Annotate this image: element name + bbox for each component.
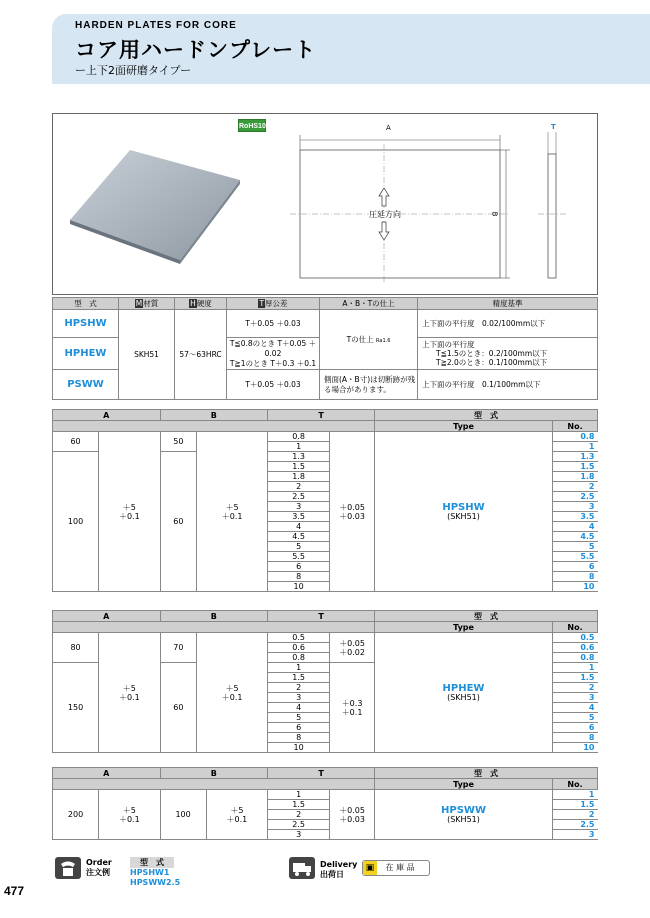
stock-text: 在 庫 品 <box>385 863 415 872</box>
t2-type-cell: HPHEW (SKH51) <box>375 633 553 753</box>
t2-header-type: Type <box>375 622 553 633</box>
t3-a-tol: ＋5 ＋0.1 <box>99 790 160 840</box>
spec-material: SKH51 <box>119 310 175 400</box>
spec-type-hpshw: HPSHW <box>53 310 119 338</box>
plate-photo <box>60 135 250 265</box>
t1-t-value: 1.3 <box>268 452 330 462</box>
t3-b-tol: ＋5 ＋0.1 <box>206 790 267 840</box>
dim-a: A <box>386 124 391 132</box>
delivery-jp: 出荷日 <box>320 870 344 879</box>
t2-header-t: T <box>268 611 375 622</box>
t2-header-no: No. <box>553 622 598 633</box>
spec-header-tolerance <box>227 298 320 310</box>
t3-t-value: 3 <box>268 830 330 840</box>
t1-b-value: 60 <box>160 452 197 592</box>
t1-no-value: 4 <box>553 522 598 532</box>
t2-t-value: 1.5 <box>268 673 330 683</box>
t1-header-no: No. <box>553 421 598 432</box>
phone-order-icon <box>54 856 82 880</box>
t2-header-b: B <box>160 611 268 622</box>
prec-2b: T≦1.5のとき：0.2/100mm以下 <box>436 349 548 358</box>
t1-t-value: 6 <box>268 562 330 572</box>
t1-no-value: 6 <box>553 562 598 572</box>
table-row <box>53 633 598 643</box>
t2-t-value: 5 <box>268 713 330 723</box>
rohs-badge: RoHS10 <box>238 119 266 132</box>
t1-header-a: A <box>53 410 161 421</box>
spec-header-finish: A・B・Tの仕上 <box>320 298 418 310</box>
delivery-label <box>320 860 357 880</box>
t1-no-value: 3 <box>553 502 598 512</box>
spec-finish <box>320 310 418 370</box>
t2-t-value: 6 <box>268 723 330 733</box>
spec-type-psww: PSWW <box>53 370 119 400</box>
t1-no-value: 1.3 <box>553 452 598 462</box>
t2-t-value: 0.6 <box>268 643 330 653</box>
t1-header-keishiki: 型 式 <box>375 410 598 421</box>
order-jp: 注文例 <box>86 868 110 877</box>
t2-no-value: 1 <box>553 663 598 673</box>
rolling-direction: 圧延方向 <box>369 210 401 219</box>
t1-no-value: 10 <box>553 582 598 592</box>
t3-header-type: Type <box>375 779 553 790</box>
order-ex-2: HPSWW2.5 <box>130 878 181 887</box>
t3-header-a: A <box>53 768 161 779</box>
stock-badge <box>362 860 430 876</box>
t1-t-value: 1.5 <box>268 462 330 472</box>
hardness-label: 硬度 <box>196 299 212 308</box>
t3-type-cell: HPSWW (SKH51) <box>375 790 553 840</box>
material-label: 材質 <box>143 299 159 308</box>
t1-b-value: 50 <box>160 432 197 452</box>
t3-no-value: 1.5 <box>553 800 598 810</box>
t1-no-value: 0.8 <box>553 432 598 442</box>
t2-no-value: 0.5 <box>553 633 598 643</box>
t2-header-a: A <box>53 611 161 622</box>
spec-header-hardness <box>175 298 227 310</box>
t2-a-value: 150 <box>53 663 99 753</box>
t1-a-tol: ＋5 ＋0.1 <box>99 432 160 592</box>
t1-t-value: 4 <box>268 522 330 532</box>
t3-t-value: 1.5 <box>268 800 330 810</box>
t1-no-value: 5 <box>553 542 598 552</box>
tolerance-label: 厚公差 <box>265 299 288 308</box>
t1-t-value: 2.5 <box>268 492 330 502</box>
t3-no-value: 1 <box>553 790 598 800</box>
spec-prec-1: 上下面の平行度 0.02/100mm以下 <box>418 310 598 338</box>
t2-t-value: 1 <box>268 663 330 673</box>
hardness-tag: H <box>190 299 196 308</box>
dim-t: T <box>551 123 556 131</box>
order-keishiki: 型 式 <box>130 857 174 868</box>
t2-b-tol: ＋5 ＋0.1 <box>197 633 268 753</box>
finish-ra: Ra1.6 <box>376 338 391 344</box>
t2-no-value: 1.5 <box>553 673 598 683</box>
t1-t-value: 8 <box>268 572 330 582</box>
table-row <box>53 790 598 800</box>
spec-header-material <box>119 298 175 310</box>
spec-hardness: 57～63HRC <box>175 310 227 400</box>
spec-type-hphew: HPHEW <box>53 338 119 370</box>
plate-drawing <box>280 122 590 287</box>
t1-t-tol: ＋0.05 ＋0.03 <box>330 432 375 592</box>
dim-b: B <box>490 211 499 217</box>
t2-no-value: 2 <box>553 683 598 693</box>
spec-note: 側面(A・B寸)は切断跡が残る場合があります。 <box>320 370 418 400</box>
t3-t-value: 1 <box>268 790 330 800</box>
t1-t-value: 5.5 <box>268 552 330 562</box>
tol-2b: T≧1のとき T＋0.3 ＋0.1 <box>229 359 317 368</box>
t1-t-value: 10 <box>268 582 330 592</box>
table-row <box>53 432 598 442</box>
t3-t-value: 2 <box>268 810 330 820</box>
t1-no-value: 8 <box>553 572 598 582</box>
finish-label: Tの仕上 <box>346 335 374 344</box>
t2-t-value: 4 <box>268 703 330 713</box>
t2-no-value: 3 <box>553 693 598 703</box>
t3-no-value: 2 <box>553 810 598 820</box>
t1-no-value: 1.8 <box>553 472 598 482</box>
prec-2a: 上下面の平行度 <box>422 340 475 349</box>
tol-2a: T≦0.8のとき T＋0.05 ＋0.02 <box>229 339 317 358</box>
spec-tol-3: T＋0.05 ＋0.03 <box>227 370 320 400</box>
t1-a-value: 100 <box>53 452 99 592</box>
t3-header-b: B <box>160 768 268 779</box>
subtitle: ー上下2面研磨タイプー <box>75 64 192 77</box>
t2-no-value: 5 <box>553 713 598 723</box>
t1-t-value: 1.8 <box>268 472 330 482</box>
t1-no-value: 4.5 <box>553 532 598 542</box>
t3-b-value: 100 <box>160 790 206 840</box>
dimension-table-hpsww <box>52 767 598 840</box>
t1-t-value: 4.5 <box>268 532 330 542</box>
spec-header-precision: 精度基準 <box>418 298 598 310</box>
t1-t-value: 3 <box>268 502 330 512</box>
t1-no-value: 3.5 <box>553 512 598 522</box>
spec-table <box>52 297 598 400</box>
t1-no-value: 2 <box>553 482 598 492</box>
t2-a-tol: ＋5 ＋0.1 <box>99 633 160 753</box>
t2-t-value: 3 <box>268 693 330 703</box>
t1-t-value: 3.5 <box>268 512 330 522</box>
page-title: コア用ハードンプレート <box>75 38 317 62</box>
prec-2c: T≧2.0のとき：0.1/100mm以下 <box>436 358 548 367</box>
stock-box-icon: ▣ <box>363 861 377 875</box>
order-examples <box>130 868 180 888</box>
spec-prec-3: 上下面の平行度 0.1/100mm以下 <box>418 370 598 400</box>
material-tag: M <box>135 299 143 308</box>
t1-type-cell: HPSHW (SKH51) <box>375 432 553 592</box>
t3-no-value: 3 <box>553 830 598 840</box>
t2-no-value: 0.8 <box>553 653 598 663</box>
spec-tol-1: T＋0.05 ＋0.03 <box>227 310 320 338</box>
t2-b-value: 70 <box>160 633 197 663</box>
t3-t-tol: ＋0.05 ＋0.03 <box>330 790 375 840</box>
t1-no-value: 2.5 <box>553 492 598 502</box>
dimension-table-hpshw <box>52 409 598 592</box>
t3-header-no: No. <box>553 779 598 790</box>
t1-header-type: Type <box>375 421 553 432</box>
t2-no-value: 6 <box>553 723 598 733</box>
order-en: Order <box>86 858 112 867</box>
spec-prec-2 <box>418 338 598 370</box>
t1-header-b: B <box>160 410 268 421</box>
t1-a-value: 60 <box>53 432 99 452</box>
t1-no-value: 1.5 <box>553 462 598 472</box>
t2-a-value: 80 <box>53 633 99 663</box>
t2-t-value: 2 <box>268 683 330 693</box>
t2-no-value: 10 <box>553 743 598 753</box>
t2-header-keishiki: 型 式 <box>375 611 598 622</box>
t1-t-value: 1 <box>268 442 330 452</box>
t2-t-tol: ＋0.3 ＋0.1 <box>330 663 375 753</box>
t2-t-value: 8 <box>268 733 330 743</box>
t1-header-t: T <box>268 410 375 421</box>
t3-header-t: T <box>268 768 375 779</box>
t2-t-value: 0.8 <box>268 653 330 663</box>
order-ex-1: HPSHW1 <box>130 868 170 877</box>
delivery-en: Delivery <box>320 860 358 869</box>
t3-header-keishiki: 型 式 <box>375 768 598 779</box>
t3-t-value: 2.5 <box>268 820 330 830</box>
t2-no-value: 8 <box>553 733 598 743</box>
t2-no-value: 0.6 <box>553 643 598 653</box>
t2-t-value: 10 <box>268 743 330 753</box>
spec-header-type: 型 式 <box>53 298 119 310</box>
order-label <box>86 858 112 878</box>
spec-tol-2 <box>227 338 320 370</box>
tolerance-tag: T <box>259 299 265 308</box>
t2-t-tol: ＋0.05 ＋0.02 <box>330 633 375 663</box>
t1-t-value: 0.8 <box>268 432 330 442</box>
delivery-truck-icon <box>288 856 316 880</box>
dimension-table-hphew <box>52 610 598 753</box>
t1-t-value: 2 <box>268 482 330 492</box>
page-number: 477 <box>4 884 25 898</box>
t3-no-value: 2.5 <box>553 820 598 830</box>
t2-b-value: 60 <box>160 663 197 753</box>
t3-a-value: 200 <box>53 790 99 840</box>
t2-t-value: 0.5 <box>268 633 330 643</box>
t1-no-value: 5.5 <box>553 552 598 562</box>
t1-no-value: 1 <box>553 442 598 452</box>
t2-no-value: 4 <box>553 703 598 713</box>
t1-t-value: 5 <box>268 542 330 552</box>
t1-b-tol: ＋5 ＋0.1 <box>197 432 268 592</box>
title-en: HARDEN PLATES FOR CORE <box>75 20 237 31</box>
